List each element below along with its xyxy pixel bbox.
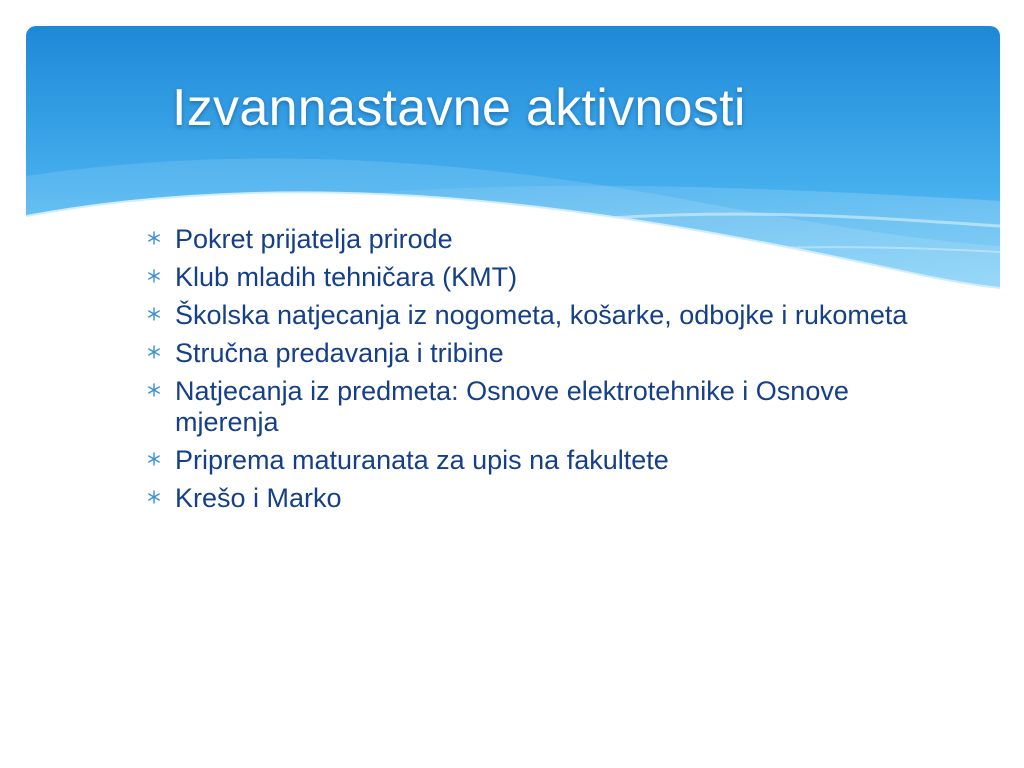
bullet-item	[146, 300, 946, 331]
asterisk-icon	[146, 489, 162, 505]
asterisk-icon	[146, 344, 162, 360]
asterisk-icon	[146, 230, 162, 246]
bullet-text: Pokret prijatelja prirode	[175, 224, 453, 254]
bullet-text: Priprema maturanata za upis na fakultete	[175, 445, 669, 475]
bullet-text: Krešo i Marko	[175, 483, 342, 513]
asterisk-icon	[146, 306, 162, 322]
asterisk-icon	[146, 268, 162, 284]
bullet-list	[146, 224, 946, 521]
bullet-text: Školska natjecanja iz nogometa, košarke, odbojke i rukometa	[175, 300, 908, 330]
bullet-text: Stručna predavanja i tribine	[175, 338, 504, 368]
asterisk-icon	[146, 382, 162, 398]
slide-title: Izvannastavne aktivnosti	[172, 79, 746, 137]
bullet-text: Natjecanja iz predmeta: Osnove elektrotehnike i Osnove mjerenja	[175, 376, 849, 437]
bullet-text: Klub mladih tehničara (KMT)	[175, 262, 518, 292]
bullet-item	[146, 224, 946, 255]
bullet-item	[146, 338, 946, 369]
asterisk-icon	[146, 451, 162, 467]
bullet-item	[146, 483, 946, 514]
bullet-item	[146, 262, 946, 293]
bullet-item	[146, 376, 946, 438]
bullet-item	[146, 445, 946, 476]
